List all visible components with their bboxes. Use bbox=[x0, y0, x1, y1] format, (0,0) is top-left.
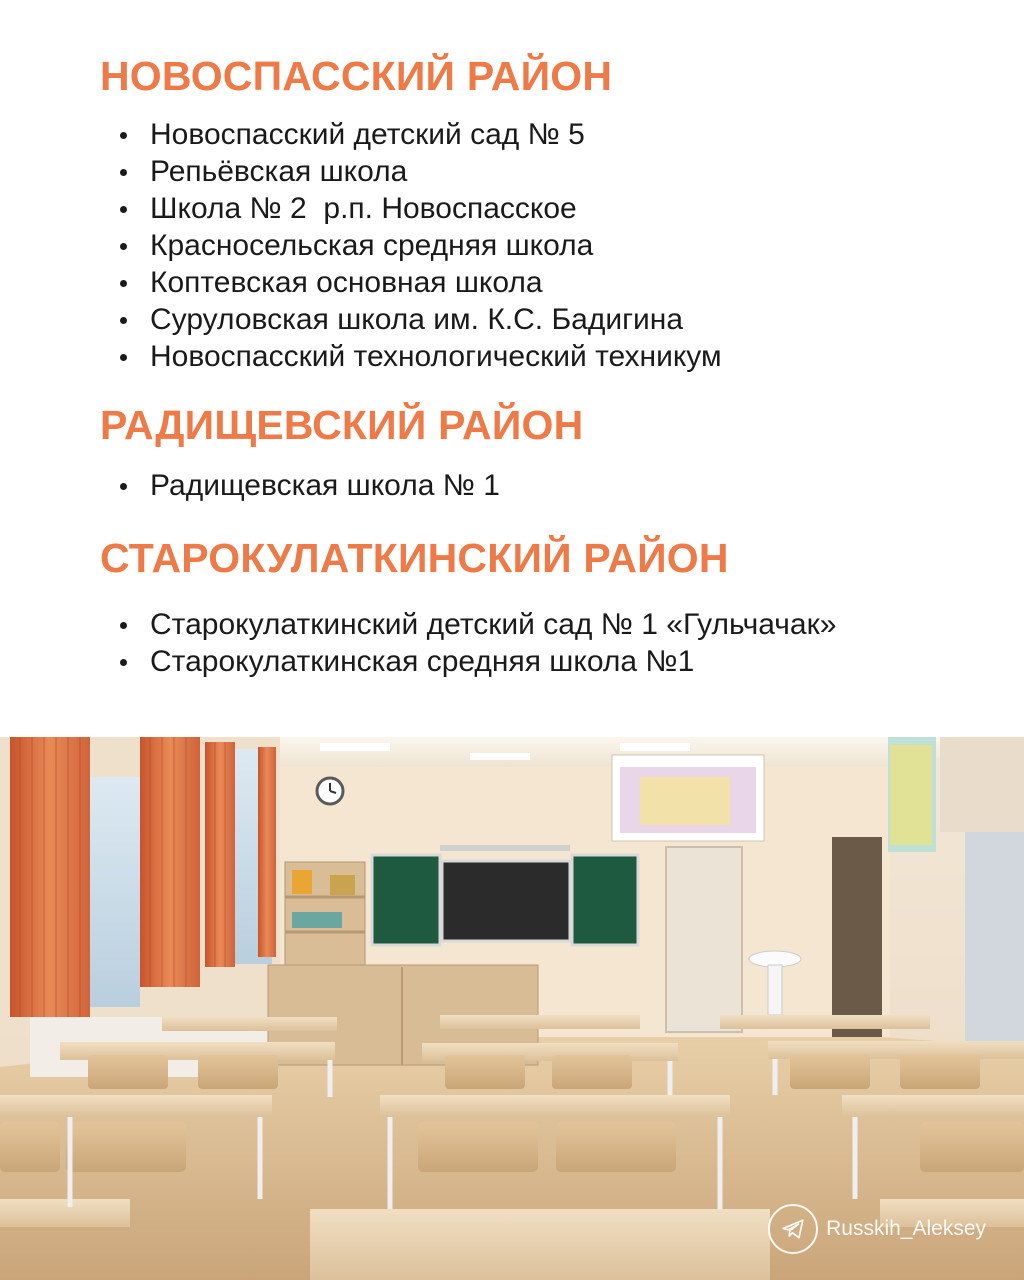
section-starokulatkinsky bbox=[100, 534, 1000, 680]
institution-list bbox=[100, 467, 1000, 504]
institution-list bbox=[100, 606, 1000, 680]
telegram-icon bbox=[768, 1204, 818, 1254]
classroom-photo bbox=[0, 737, 1024, 1280]
bullet-icon bbox=[120, 354, 127, 361]
list-item bbox=[100, 338, 1000, 375]
list-item-label: Суруловская школа им. К.С. Бадигина bbox=[150, 303, 684, 336]
list-item-label: Репьёвская школа bbox=[150, 155, 408, 188]
list-item bbox=[100, 153, 1000, 190]
list-item-label: Коптевская основная школа bbox=[150, 266, 543, 299]
list-item-label: Старокулаткинская средняя школа №1 bbox=[150, 645, 695, 678]
watermark-text: Russkih_Aleksey bbox=[826, 1217, 986, 1240]
list-item bbox=[100, 116, 1000, 153]
bullet-icon bbox=[120, 280, 127, 287]
list-item bbox=[100, 606, 1000, 643]
district-lists bbox=[100, 52, 1000, 680]
list-item-label: Школа № 2 р.п. Новоспасское bbox=[150, 192, 577, 225]
list-item-label: Новоспасский технологический техникум bbox=[150, 340, 722, 373]
section-novospassky bbox=[100, 52, 1000, 375]
watermark bbox=[768, 1204, 986, 1254]
list-item bbox=[100, 190, 1000, 227]
list-item-label: Новоспасский детский сад № 5 bbox=[150, 118, 585, 151]
bullet-icon bbox=[120, 169, 127, 176]
list-item bbox=[100, 227, 1000, 264]
list-item-label: Радищевская школа № 1 bbox=[150, 469, 500, 502]
bullet-icon bbox=[120, 243, 127, 250]
bullet-icon bbox=[120, 659, 127, 666]
list-item bbox=[100, 643, 1000, 680]
list-item-label: Красносельская средняя школа bbox=[150, 229, 594, 262]
institution-list bbox=[100, 116, 1000, 375]
bullet-icon bbox=[120, 206, 127, 213]
list-item bbox=[100, 467, 1000, 504]
list-item bbox=[100, 264, 1000, 301]
list-item bbox=[100, 301, 1000, 338]
section-radishchevsky bbox=[100, 401, 1000, 504]
list-item-label: Старокулаткинский детский сад № 1 «Гульчачак» bbox=[150, 608, 837, 641]
bullet-icon bbox=[120, 622, 127, 629]
bullet-icon bbox=[120, 132, 127, 139]
bullet-icon bbox=[120, 317, 127, 324]
section-title: НОВОСПАССКИЙ РАЙОН bbox=[100, 53, 613, 99]
section-title: РАДИЩЕВСКИЙ РАЙОН bbox=[100, 402, 584, 448]
bullet-icon bbox=[120, 483, 127, 490]
section-title: СТАРОКУЛАТКИНСКИЙ РАЙОН bbox=[100, 535, 729, 581]
